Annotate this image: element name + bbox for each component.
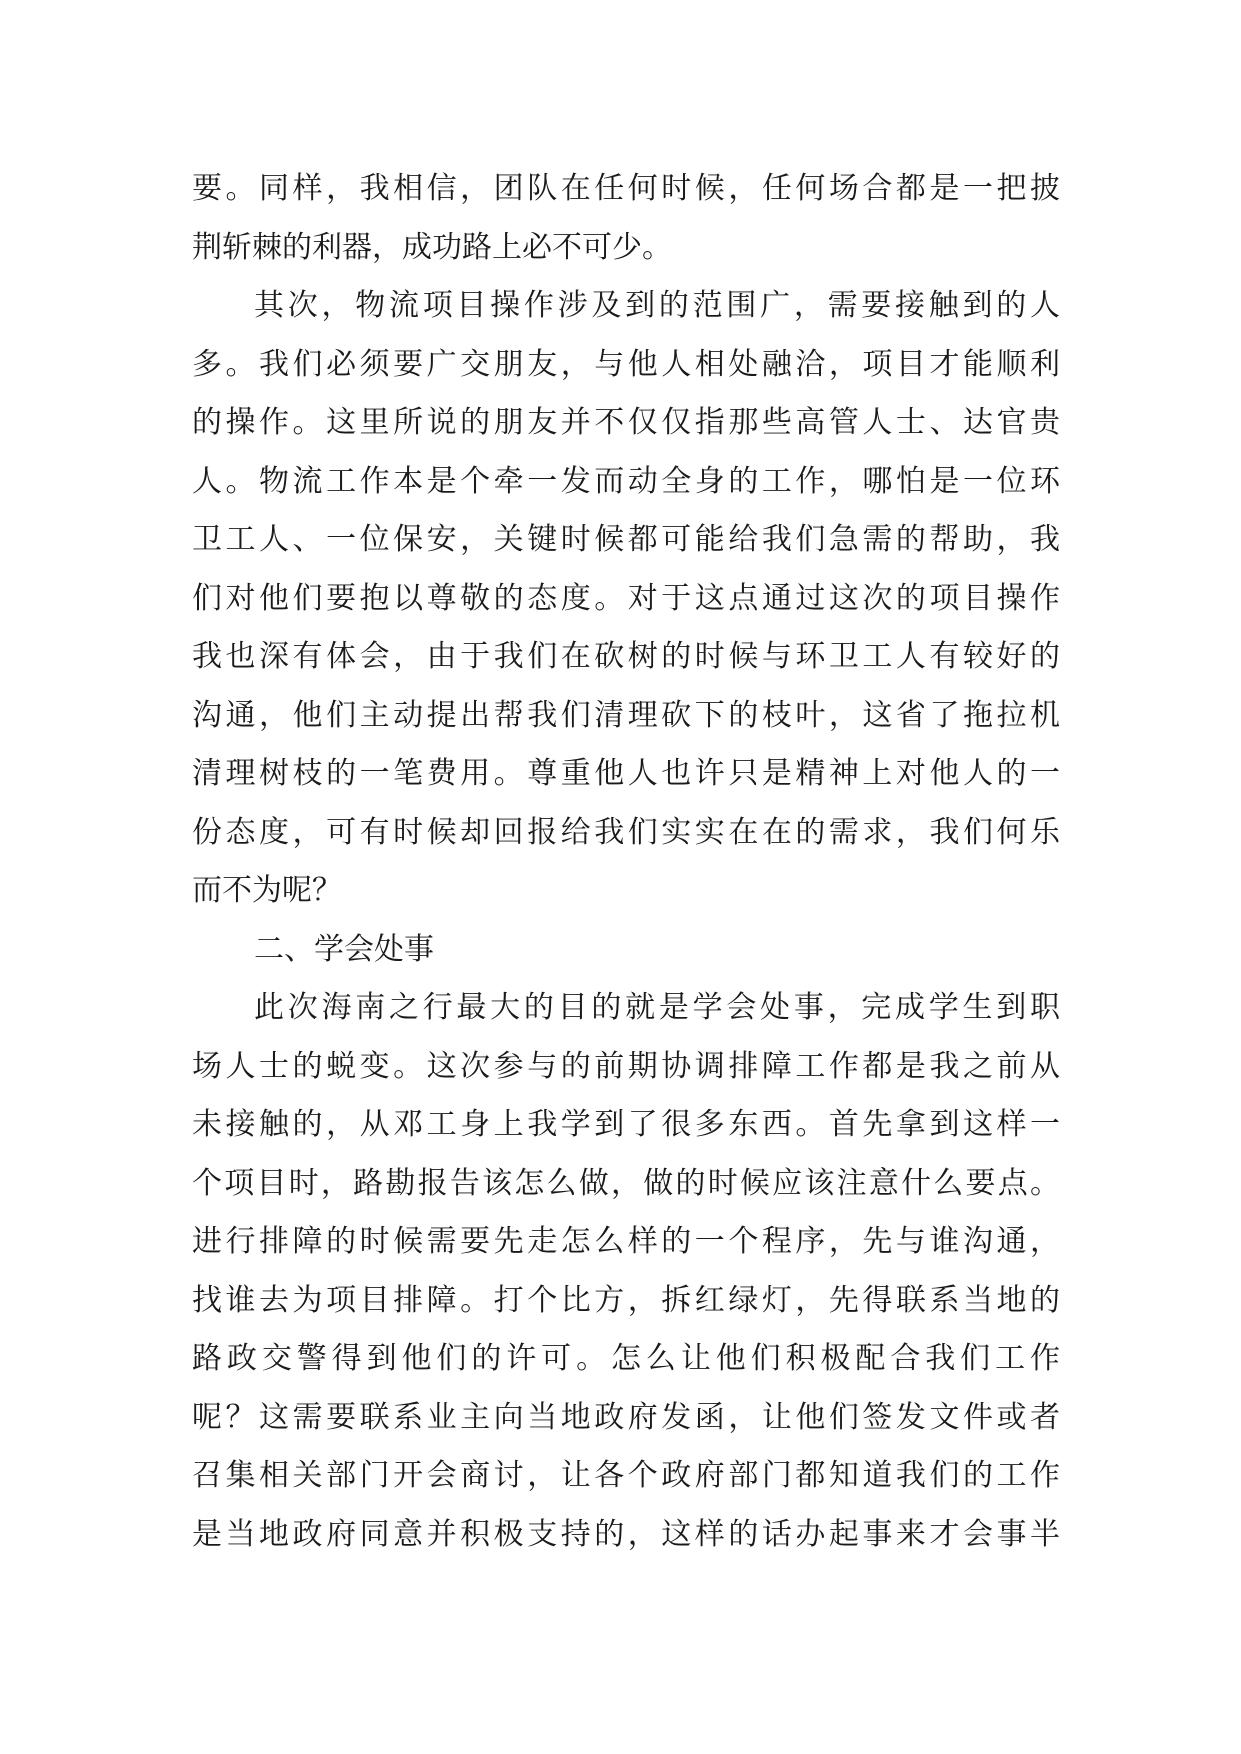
- section-heading: 二、学会处事: [254, 931, 434, 967]
- text-line: 们对他们要抱以尊敬的态度。对于这点通过这次的项目操作: [192, 580, 1060, 616]
- text-line: 召集相关部门开会商讨，让各个政府部门都知道我们的工作: [192, 1458, 1060, 1493]
- text-line: 要。同样，我相信，团队在任何时候，任何场合都是一把披: [192, 171, 1060, 206]
- text-line: 是当地政府同意并积极支持的，这样的话办起事来才会事半: [192, 1516, 1060, 1552]
- paragraph-first-line: 此次海南之行最大的目的就是学会处事，完成学生到职: [254, 990, 1060, 1025]
- text-line: 份态度，可有时候却回报给我们实实在在的需求，我们何乐: [192, 814, 1060, 850]
- text-line: 我也深有体会，由于我们在砍树的时候与环卫工人有较好的: [192, 639, 1060, 674]
- text-line: 卫工人、一位保安，关键时候都可能给我们急需的帮助，我: [192, 522, 1060, 557]
- text-line: 沟通，他们主动提出帮我们清理砍下的枝叶，这省了拖拉机: [192, 697, 1060, 733]
- body-text: [192, 160, 1060, 1564]
- text-line: 的操作。这里所说的朋友并不仅仅指那些高管人士、达官贵: [192, 405, 1060, 440]
- text-line: 呢？这需要联系业主向当地政府发函，让他们签发文件或者: [192, 1399, 1060, 1435]
- text-line: 荆斩棘的利器，成功路上必不可少。: [192, 229, 672, 265]
- text-line: 个项目时，路勘报告该怎么做，做的时候应该注意什么要点。: [192, 1165, 1060, 1201]
- text-line: 而不为呢？: [192, 873, 342, 908]
- text-line: 找谁去为项目排障。打个比方，拆红绿灯，先得联系当地的: [192, 1282, 1060, 1318]
- text-line: 人。物流工作本是个牵一发而动全身的工作，哪怕是一位环: [192, 463, 1060, 499]
- paragraph-first-line: 其次，物流项目操作涉及到的范围广，需要接触到的人: [254, 288, 1060, 323]
- text-line: 多。我们必须要广交朋友，与他人相处融洽，项目才能顺利: [192, 346, 1060, 382]
- text-line: 路政交警得到他们的许可。怎么让他们积极配合我们工作: [192, 1341, 1060, 1376]
- text-line: 进行排障的时候需要先走怎么样的一个程序，先与谁沟通，: [192, 1224, 1060, 1259]
- text-line: 清理树枝的一笔费用。尊重他人也许只是精神上对他人的一: [192, 756, 1060, 791]
- text-line: 场人士的蜕变。这次参与的前期协调排障工作都是我之前从: [192, 1048, 1060, 1084]
- text-line: 未接触的，从邓工身上我学到了很多东西。首先拿到这样一: [192, 1107, 1060, 1142]
